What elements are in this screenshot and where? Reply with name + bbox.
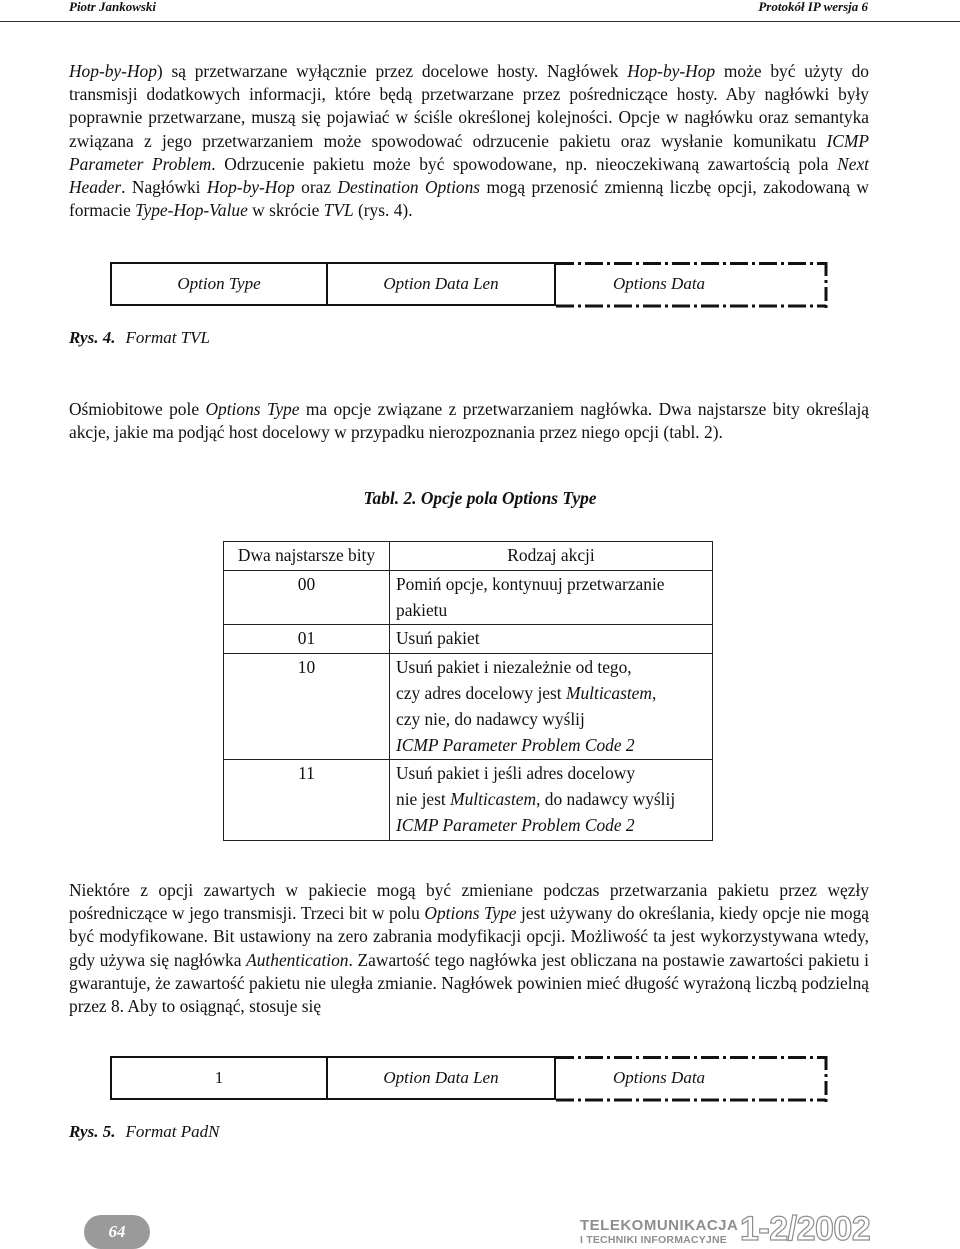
action-cell <box>390 654 713 760</box>
running-head-title: Protokół IP wersja 6 <box>758 0 868 14</box>
text-run: ICMP Parameter Problem <box>69 130 869 174</box>
paragraph-2-text <box>69 398 869 444</box>
journal-brand-line-1: TELEKOMUNIKACJA <box>580 1217 739 1234</box>
action-line <box>396 598 706 624</box>
table-row <box>224 760 713 840</box>
text-run: jest używany do określania, kiedy opcje nie mogą być modyfikowane. Bit ustawiony na zero zabrania modyfikacji opcji. Możliwość ta jest wykorzystywana wtedy, gdy używa się nagłówka <box>69 903 870 970</box>
bits-cell: 00 <box>224 570 390 625</box>
table-row <box>224 654 713 760</box>
action-line <box>396 733 706 759</box>
text-run: w skrócie <box>247 200 324 221</box>
options-type-table <box>223 541 713 841</box>
text-run: . Nagłówki <box>121 177 207 198</box>
table-header-row <box>224 542 713 571</box>
text-run: oraz <box>294 177 338 198</box>
text-run: Usuń pakiet i jeśli adres docelowy <box>396 763 636 784</box>
paragraph-1 <box>69 60 869 222</box>
text-run: ma opcje związane z przetwarzaniem nagłówka. Dwa najstarsze bity określają akcje, jakie ma podjąć host docelowy w przypadku nierozpoznania przez niego opcji (tabl. 2). <box>69 399 870 443</box>
text-run: może być użyty do transmisji dodatkowych informacji, które będą przetwarzane przez pośredniczące hosty. Aby nagłówki były poprawnie przetwarzane, muszą się pojawiać w ściśle określonej kolejności. Opcje w nagłówku oraz semantyka związana z jego przetwarzaniem może spowodować odrzucenie pakietu oraz wysłanie komunikatu <box>69 61 869 151</box>
action-line <box>396 626 706 652</box>
padn-solid-frame <box>110 1056 556 1100</box>
figure-4-title: Format TVL <box>125 328 210 347</box>
page-number-badge: 64 <box>84 1215 150 1249</box>
action-cell <box>390 625 713 654</box>
text-run: Usuń pakiet <box>396 628 480 649</box>
text-run: Options Type <box>205 399 300 419</box>
text-run: . Zawartość tego nagłówka jest obliczana na postawie zawartości pakietu i gwarantuje, że zawartość pakietu nie uległa zmianie. Nagłówek powinien mieć długość wyrażoną liczbą podzielną przez 8. Aby to osiągnąć, stosuje się <box>69 949 869 1017</box>
field-option-type-value: 1 <box>110 1058 328 1098</box>
tvl-solid-frame <box>110 262 556 306</box>
bits-cell: 11 <box>224 760 390 840</box>
text-run: , <box>651 682 657 703</box>
action-line <box>396 787 706 813</box>
text-run: Hop-by-Hop <box>627 61 716 81</box>
field-options-data: Options Data <box>612 274 706 293</box>
paragraph-1-text <box>69 60 869 222</box>
action-line <box>396 681 706 707</box>
text-run: Hop-by-Hop <box>206 177 295 198</box>
text-run: czy adres docelowy jest <box>396 682 566 703</box>
text-run: Options Type <box>424 903 517 924</box>
text-run: Ośmiobitowe pole <box>69 399 206 419</box>
table-row <box>224 570 713 625</box>
text-run: Multicastem <box>450 789 537 810</box>
text-run: ) są przetwarzane wyłącznie przez docelowe hosty. Nagłówek <box>156 61 628 81</box>
figure-5-diagram <box>110 1056 830 1102</box>
journal-brand-line-2: I TECHNIKI INFORMACYJNE <box>580 1234 727 1246</box>
text-run: nie jest <box>396 789 451 810</box>
text-run: , do nadawcy wyślij <box>536 789 676 810</box>
table-row <box>224 625 713 654</box>
header-rule <box>0 21 960 22</box>
options-data-dashed-border <box>556 262 830 308</box>
figure-4-number: Rys. 4. <box>69 328 116 347</box>
action-line <box>396 572 706 598</box>
text-run: Authentication <box>246 949 349 970</box>
bits-cell: 01 <box>224 625 390 654</box>
table-header-action: Rodzaj akcji <box>390 542 713 571</box>
figure-5-number: Rys. 5. <box>69 1122 116 1141</box>
field-option-type: Option Type <box>110 264 328 304</box>
text-run: Pomiń opcje, kontynuuj przetwarzanie <box>396 573 665 594</box>
text-run: Multicastem <box>565 682 652 703</box>
text-run: Hop-by-Hop <box>69 61 157 81</box>
action-line <box>396 761 706 787</box>
table-header-bits: Dwa najstarsze bity <box>224 542 390 571</box>
action-line <box>396 707 706 733</box>
table-body <box>224 570 713 840</box>
running-head-author: Piotr Jankowski <box>69 0 157 14</box>
action-cell <box>390 570 713 625</box>
text-run: Type-Hop-Value <box>135 200 248 221</box>
action-cell <box>390 760 713 840</box>
bits-cell: 10 <box>224 654 390 760</box>
issue-number: 1-2/2002 <box>740 1210 871 1248</box>
text-run: czy nie, do nadawcy wyślij <box>396 708 585 729</box>
text-run: Next Header <box>69 153 869 198</box>
figure-4-diagram <box>110 262 830 308</box>
text-run: ICMP Parameter Problem Code 2 <box>396 734 635 755</box>
paragraph-2 <box>69 398 869 444</box>
text-run: mogą przenosić zmienną liczbę opcji, zakodowaną w formacie <box>69 177 869 221</box>
action-line <box>396 655 706 681</box>
field-option-data-len: Option Data Len <box>328 1058 556 1098</box>
options-data-dashed-border <box>556 1056 830 1102</box>
text-run: . Odrzucenie pakietu może być spowodowane, np. nieoczekiwaną zawartością pola <box>211 153 838 174</box>
table-2-title: Tabl. 2. Opcje pola Options Type <box>363 488 597 508</box>
text-run: TVL <box>323 200 354 221</box>
field-option-data-len: Option Data Len <box>328 264 556 304</box>
figure-5-caption <box>69 1122 219 1142</box>
text-run: ICMP Parameter Problem Code 2 <box>396 814 635 835</box>
figure-5-title: Format PadN <box>125 1122 220 1141</box>
text-run: Usuń pakiet i niezależnie od tego, <box>396 657 632 678</box>
text-run: Destination Options <box>337 177 481 198</box>
text-run: pakietu <box>396 599 448 620</box>
field-options-data: Options Data <box>612 1068 706 1087</box>
text-run: (rys. 4). <box>353 200 413 221</box>
text-run: Niektóre z opcji zawartych w pakiecie mogą być zmieniane podczas przetwarzania pakietu przez węzły pośredniczące w jego transmisji. Trzeci bit w polu <box>69 880 869 924</box>
paragraph-3-text <box>69 879 869 1018</box>
figure-4-caption <box>69 328 210 348</box>
action-line <box>396 813 706 839</box>
journal-brand <box>580 1218 738 1248</box>
paragraph-3 <box>69 879 869 1018</box>
